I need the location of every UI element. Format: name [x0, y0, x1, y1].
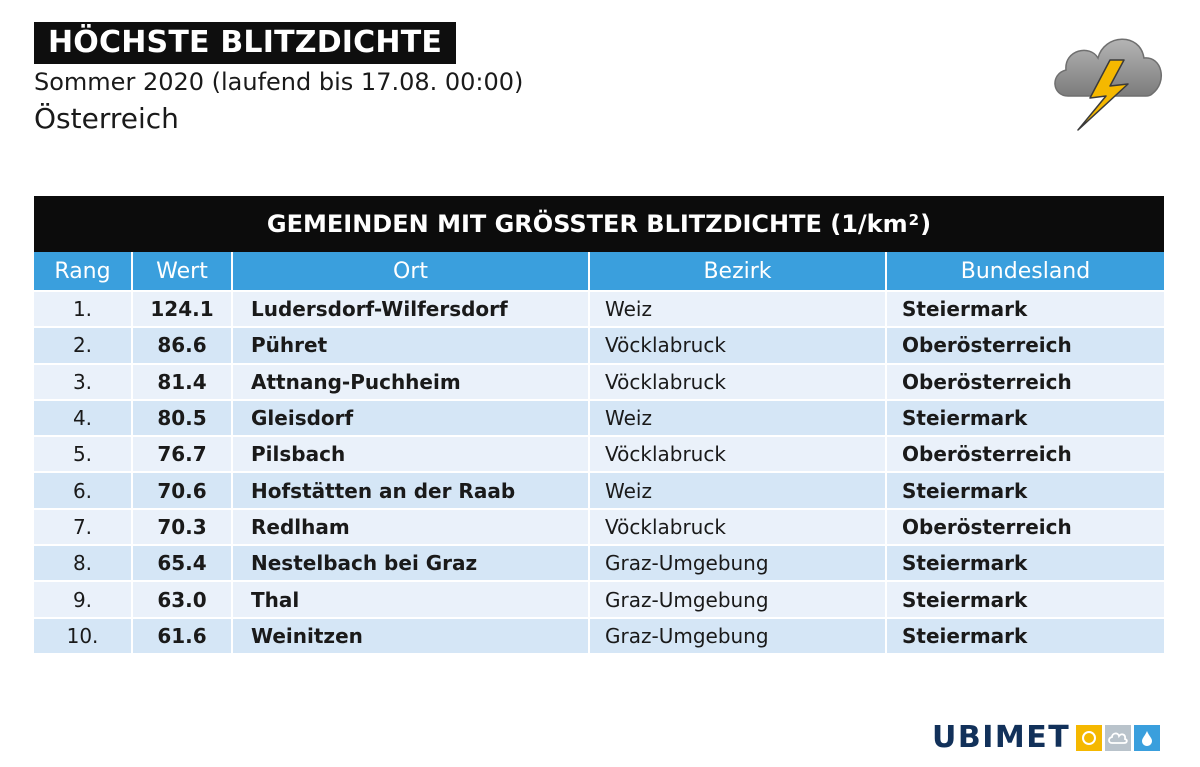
- cell-rang: 2.: [34, 328, 133, 364]
- cell-rang: 1.: [34, 292, 133, 328]
- cell-rang: 7.: [34, 510, 133, 546]
- cell-bezirk: Graz-Umgebung: [590, 582, 887, 618]
- cell-bundesland: Oberösterreich: [887, 510, 1164, 546]
- cell-bezirk: Weiz: [590, 401, 887, 437]
- cell-bezirk: Vöcklabruck: [590, 510, 887, 546]
- table-title-text: GEMEINDEN MIT GRÖSSTER BLITZDICHTE (1/km: [266, 210, 908, 238]
- column-header-bezirk: Bezirk: [590, 252, 887, 292]
- cell-bezirk: Vöcklabruck: [590, 437, 887, 473]
- cell-rang: 5.: [34, 437, 133, 473]
- lightning-density-table: [34, 196, 1164, 655]
- cell-ort: Attnang-Puchheim: [233, 365, 590, 401]
- cell-wert: 86.6: [133, 328, 233, 364]
- cell-wert: 61.6: [133, 619, 233, 655]
- table-row: [34, 401, 1164, 437]
- cloud-icon: [1105, 725, 1131, 751]
- table-row: [34, 437, 1164, 473]
- cell-bezirk: Graz-Umgebung: [590, 546, 887, 582]
- page-subtitle: Sommer 2020 (laufend bis 17.08. 00:00): [34, 68, 524, 96]
- table-title: [34, 196, 1164, 252]
- cell-rang: 4.: [34, 401, 133, 437]
- cell-ort: Redlham: [233, 510, 590, 546]
- column-header-rang: Rang: [34, 252, 133, 292]
- cell-bundesland: Oberösterreich: [887, 437, 1164, 473]
- table-title-closing: ): [920, 210, 932, 238]
- cell-bundesland: Oberösterreich: [887, 328, 1164, 364]
- cell-bezirk: Vöcklabruck: [590, 365, 887, 401]
- table-body: [34, 292, 1164, 655]
- column-header-ort: Ort: [233, 252, 590, 292]
- cell-rang: 8.: [34, 546, 133, 582]
- cell-bundesland: Steiermark: [887, 401, 1164, 437]
- table-row: [34, 292, 1164, 328]
- ubimet-logo: [932, 721, 1160, 755]
- cell-bundesland: Steiermark: [887, 582, 1164, 618]
- table-row: [34, 365, 1164, 401]
- sun-icon: [1076, 725, 1102, 751]
- cell-wert: 124.1: [133, 292, 233, 328]
- cell-rang: 6.: [34, 473, 133, 509]
- cell-bezirk: Vöcklabruck: [590, 328, 887, 364]
- table-row: [34, 510, 1164, 546]
- cell-ort: Nestelbach bei Graz: [233, 546, 590, 582]
- cell-wert: 63.0: [133, 582, 233, 618]
- cell-bundesland: Steiermark: [887, 292, 1164, 328]
- cell-wert: 70.3: [133, 510, 233, 546]
- cell-bezirk: Weiz: [590, 292, 887, 328]
- column-header-wert: Wert: [133, 252, 233, 292]
- region-label: Österreich: [34, 102, 179, 135]
- cell-bezirk: Weiz: [590, 473, 887, 509]
- table-header-row: [34, 252, 1164, 292]
- thunderstorm-cloud-icon: [1048, 26, 1166, 134]
- table-row: [34, 328, 1164, 364]
- cell-ort: Pühret: [233, 328, 590, 364]
- cell-ort: Gleisdorf: [233, 401, 590, 437]
- table-title-superscript: 2: [908, 211, 920, 229]
- cell-ort: Thal: [233, 582, 590, 618]
- cell-bundesland: Steiermark: [887, 619, 1164, 655]
- logo-text-ubi: UBI: [932, 720, 995, 755]
- cell-bundesland: Oberösterreich: [887, 365, 1164, 401]
- column-header-bundesland: Bundesland: [887, 252, 1164, 292]
- cell-wert: 81.4: [133, 365, 233, 401]
- cell-wert: 70.6: [133, 473, 233, 509]
- cell-bezirk: Graz-Umgebung: [590, 619, 887, 655]
- logo-text-met: MET: [994, 720, 1071, 755]
- cell-wert: 80.5: [133, 401, 233, 437]
- raindrop-icon: [1134, 725, 1160, 751]
- table-row: [34, 582, 1164, 618]
- cell-ort: Pilsbach: [233, 437, 590, 473]
- cell-wert: 76.7: [133, 437, 233, 473]
- cell-rang: 9.: [34, 582, 133, 618]
- cell-ort: Ludersdorf-Wilfersdorf: [233, 292, 590, 328]
- cell-rang: 10.: [34, 619, 133, 655]
- cell-wert: 65.4: [133, 546, 233, 582]
- cell-rang: 3.: [34, 365, 133, 401]
- table-row: [34, 546, 1164, 582]
- cell-bundesland: Steiermark: [887, 473, 1164, 509]
- cell-ort: Weinitzen: [233, 619, 590, 655]
- table-row: [34, 619, 1164, 655]
- page-title: HÖCHSTE BLITZDICHTE: [34, 22, 456, 64]
- cell-ort: Hofstätten an der Raab: [233, 473, 590, 509]
- cell-bundesland: Steiermark: [887, 546, 1164, 582]
- table-row: [34, 473, 1164, 509]
